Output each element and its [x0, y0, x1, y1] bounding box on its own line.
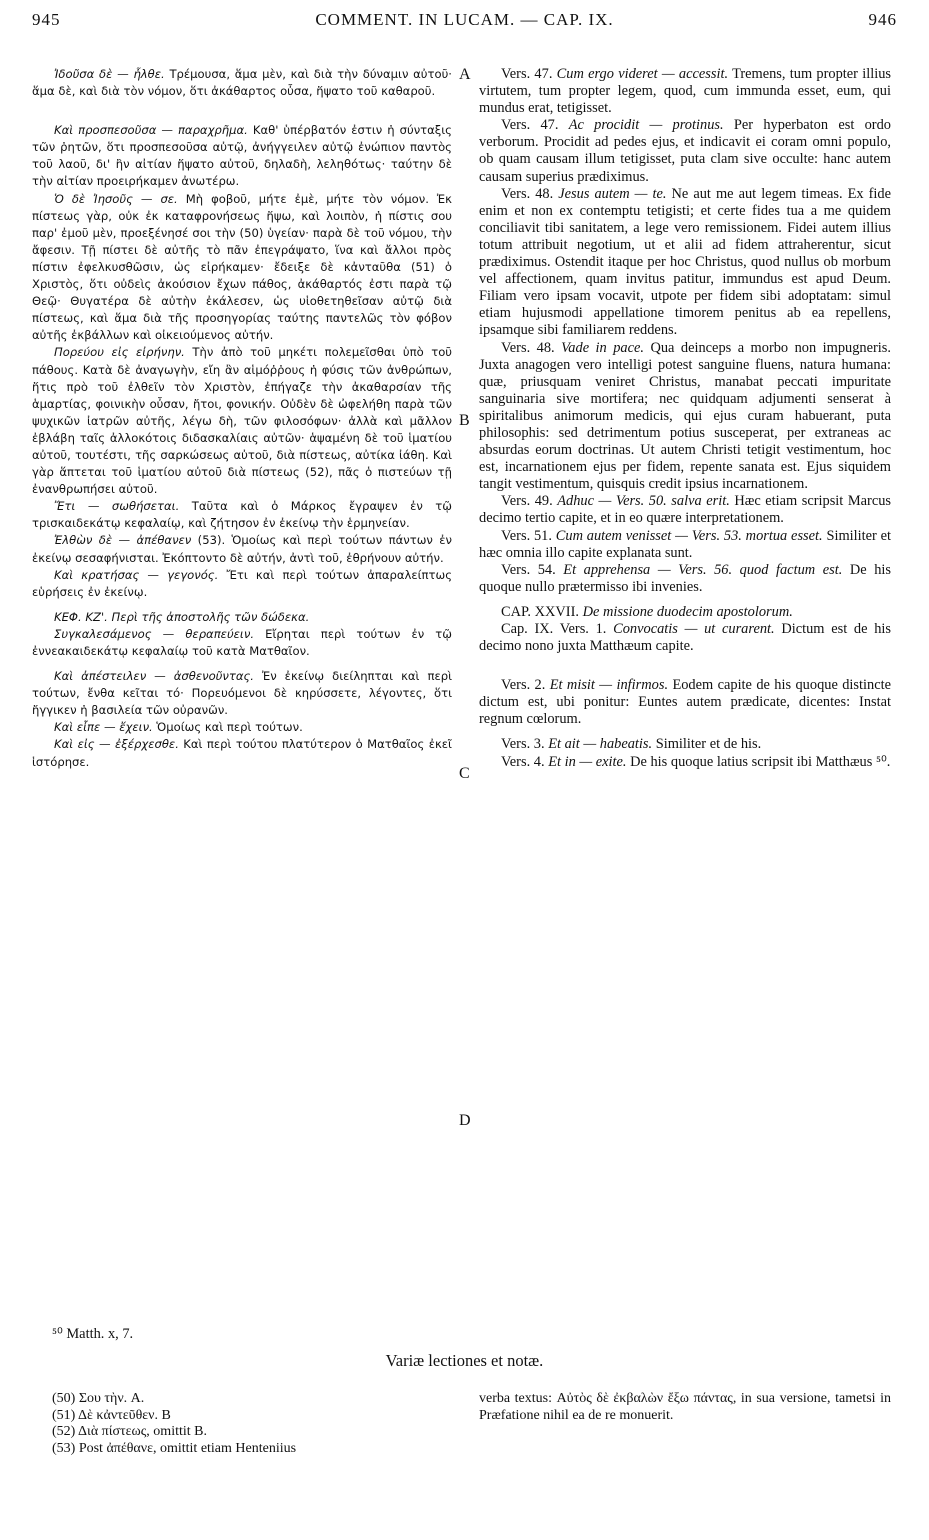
margin-marker-a: A — [459, 66, 471, 83]
lemma: Et ait — habeatis. — [548, 736, 653, 753]
verse-reference: Vers. 48. — [501, 339, 555, 356]
lemma: Vade in pace. — [561, 339, 644, 356]
variae-heading: Variæ lectiones et notæ. — [385, 1351, 544, 1370]
commentary-text: Eodem capite de his quoque distincte dictum est, ubi ponitur: Euntes autem prædicate, dicentes: Instat regnum cœlorum. — [479, 677, 891, 728]
latin-paragraph — [479, 677, 891, 728]
greek-paragraph — [32, 66, 452, 100]
lemma: Jesus autem — te. — [558, 185, 667, 202]
commentary-text: Ἐν ἐκείνῳ διείληπται καὶ περὶ τούτων, ἔνθα κεῖται τό· Πορευόμενοι δὲ κηρύσσετε, λέγοντες, ὅτι ἤγγικεν ἡ βασιλεία τῶν οὐρανῶν. — [32, 669, 452, 718]
greek-paragraph — [32, 567, 452, 601]
greek-paragraph — [32, 626, 452, 660]
lemma: Convocatis — ut curarent. — [613, 621, 775, 637]
lemma: Καὶ εἰς — ἐξέρχεσθε. — [54, 737, 179, 752]
margin-marker-b: B — [459, 412, 470, 429]
latin-paragraph — [479, 754, 891, 771]
running-title: COMMENT. IN LUCAM. — CAP. IX. — [315, 10, 614, 29]
latin-paragraph — [479, 186, 891, 340]
lemma: Et apprehensa — Vers. 56. quod factum est. — [563, 561, 843, 578]
footnote: ⁵⁰ Matth. x, 7. — [52, 1326, 134, 1342]
greek-paragraph — [32, 609, 452, 626]
page-number-right: 946 — [868, 10, 897, 29]
commentary-text: Per hyperbaton est ordo verborum. Procidit ad pedes ejus, et indicavit ei coram omni populo, ob quam causam illum tetigisset, puta clam sive occulte: hanc autem causam superius prædiximus. — [479, 117, 891, 185]
verse-reference: CAP. XXVII. — [501, 603, 579, 620]
latin-paragraph — [479, 66, 891, 117]
greek-paragraph — [32, 498, 452, 532]
commentary-text: Dictum est de his decimo nono juxta Matthæum capite. — [479, 621, 891, 655]
lemma: Ac procidit — protinus. — [568, 117, 724, 134]
commentary-text: Similiter et de his. — [652, 736, 762, 753]
commentary-text: Εἴρηται περὶ τούτων ἐν τῷ ἐννεακαιδεκάτῳ κεφαλαίῳ τοῦ κατὰ Ματθαῖον. — [32, 626, 452, 658]
commentary-text: Ne aut me aut legem timeas. Ex fide enim et non ex contemptu tetigisti; et certe fides tua a me quidem conciliavit tibi sanitatem, a lege vero remissionem. Fidei autem illius totum attribuit negotium, ut et alii ad fidem attraherentur, sicut prædiximus. Ostendit itaque per hoc Christus, quod nullus ob morbum vel affectionem, quam invitus patitur, immundus est apud Deum. Filiam vero ipsam vocavit, utpote per fidem sibi adoptatam: simul etiam hujusmodi appellatione timorem penitus ab ea repellens, ipsamque sibi familiarem reddens. — [479, 185, 891, 339]
lemma: Συγκαλεσάμενος — θεραπεύειν. — [54, 626, 254, 641]
lemma: Καὶ εἶπε — ἔχειν. — [54, 720, 153, 735]
lemma: Adhuc — Vers. 50. salva erit. — [557, 493, 730, 510]
commentary-text: Τὴν ἀπὸ τοῦ μηκέτι πολεμεῖσθαι ὑπὸ τοῦ πάθους. Κατὰ δὲ ἀναγωγὴν, εἴη ἂν αἱμόῤῥους ἡ φύσις τῶν ἀνθρώπων, ἥτις πρὸ τοῦ ἐλθεῖν τὸν Χριστὸν, ἐπήγαζε τὴν ἀκαθαρσίαν τῆς ἁμαρτίας, φοινικὴν οὖσαν, ἤτοι, φονικήν. Οὐδὲν δὲ ὠφελήθη παρὰ τῶν ψυχικῶν ἰατρῶν αὐτῆς, λέγω δὴ, τῶν φιλοσόφων· ἀλλὰ καὶ μᾶλλον ἐβλάβη ταῖς ἀλλοκότοις διδασκαλίαις αὐτῶν· ἁψαμένη δὲ τοῦ ἱματίου αὐτοῦ, τουτέστι, τῆς σαρκώσεως αὐτοῦ, διὰ πίστεως, αὐτίκα ἰάθη. Καὶ γὰρ ἅπτεται τοῦ ἱματίου αὐτοῦ διὰ πίστεως (52), πᾶς ὁ πιστεύων τῇ ἐνανθρωπήσει αὐτοῦ. — [32, 345, 452, 497]
lemma: Καὶ κρατήσας — γεγονός. — [54, 567, 219, 582]
commentary-text: Ὁμοίως καὶ περὶ τούτων. — [152, 720, 303, 735]
lemma: Ἐλθὼν δὲ — ἀπέθανεν — [54, 533, 192, 548]
variant-note: (50) Σου τὴν. A. — [52, 1391, 145, 1406]
margin-marker-c: C — [459, 765, 470, 782]
page-number-left: 945 — [32, 10, 61, 29]
commentary-text: De his quoque latius scripsit ibi Matthæus ⁵⁰. — [626, 753, 891, 770]
verse-reference: Vers. 4. — [501, 753, 545, 770]
variant-note: (51) Δὲ κἀντεῦθεν. B — [52, 1407, 171, 1423]
verse-reference: Vers. 47. — [501, 66, 553, 82]
lemma: Cum ergo videret — accessit. — [556, 66, 729, 82]
greek-column — [32, 66, 452, 771]
latin-paragraph — [479, 736, 891, 753]
commentary-text: Καθ' ὑπέρβατόν ἐστιν ἡ σύνταξις τῶν ῥητῶν, ὅτι προσπεσοῦσα αὐτῷ, ἀνήγγειλεν αὐτῷ ἐνώπιον παντὸς τοῦ λαοῦ, δι' ἣν αἰτίαν ἥψατο αὐτοῦ, δηλαδὴ, λεληθότως· ταύτην δὲ τὴν αἰτίαν προειρήκαμεν ἀνωτέρω. — [32, 123, 452, 189]
greek-paragraph — [32, 344, 452, 498]
lemma: Πορεύου εἰς εἰρήνην. — [54, 345, 185, 360]
verse-reference: Vers. 2. — [501, 677, 546, 694]
commentary-text: Qua deinceps a morbo non impugneris. Juxta anagogen vero intelligi potest sanguine fluens, natura humana: quæ, priusquam veniret Christus, manabat peccati impuritate sanguinaria sive mortifera; nec quidquam adjumenti senserat à spiritalibus animorum medicis, qui ejus curam habuerant, puta philosophis: sed detrimentum potius susceperat, per extraneas ac absurdas eorum doctrinas. Ut autem Christi tetigit vestimentum, hoc est, incarnationem ejus per fidem, repente sanata est. Ejus siquidem tangit vestimentum, quisquis credit ipsius incarnationem. — [479, 339, 891, 493]
latin-paragraph — [479, 604, 891, 621]
commentary-text: (53). Ὁμοίως καὶ περὶ τούτων πάντων ἐν ἐκείνῳ σεσαφήνισται. Ἐκόπτοντο δὲ αὐτήν, ἀντὶ τοῦ, ἐθρήνουν αὐτήν. — [32, 533, 452, 565]
verse-reference: Vers. 51. — [501, 527, 552, 544]
lemma: Καὶ προσπεσοῦσα — παραχρῆμα. — [54, 123, 248, 138]
verse-reference: Vers. 47. — [501, 117, 559, 134]
commentary-text: Καὶ περὶ τούτου πλατύτερον ὁ Ματθαῖος ἐκεῖ ἱστόρησε. — [32, 737, 452, 769]
latin-paragraph — [479, 528, 891, 562]
lemma: Ὁ δὲ Ἰησοῦς — σε. — [54, 191, 178, 206]
variant-note: (52) Διὰ πίστεως, omittit B. — [52, 1424, 207, 1439]
verse-reference: Cap. IX. Vers. 1. — [501, 621, 607, 637]
commentary-text: Ἔτι καὶ περὶ τούτων ἀπαραλείπτως εὑρήσεις ἐν ἐκείνῳ. — [32, 567, 452, 599]
greek-paragraph — [32, 191, 452, 345]
lemma: Ἔτι — σωθήσεται. — [54, 499, 180, 514]
greek-paragraph — [32, 122, 452, 190]
commentary-text: Μὴ φοβοῦ, μήτε ἐμὲ, μήτε τὸν νόμον. Ἐκ πίστεως γὰρ, οὐκ ἐκ καταφρονήσεως ἥψω, καὶ λοιπὸν, ἡ πίστις σου παρ' ἐμοῦ μὲν, προεξένησέ σοι τὴν (50) ὑγείαν· παρὰ δὲ τοῦ νόμου, τὴν ἄφεσιν. Τῇ πίστει δὲ αὐτῆς τὸ πᾶν ἐπεγράψατο, ἵνα καὶ ἄλλοι πρὸς πίστιν ἐφελκυσθῶσιν, ὡς εἰρήκαμεν· ἔδειξε δὲ κἀνταῦθα (51) ὁ Χριστὸς, ὅτι οὐδεὶς ἀκούσιον ἔχων πάθος, ἀκάθαρτός ἐστι παρὰ τῷ Θεῷ· Θυγατέρα δὲ αὐτὴν ἐκάλεσεν, ὡς υἱοθετηθεῖσαν αὐτῷ διὰ πίστεως, καὶ ἅμα διὰ τῆς προσηγορίας ταύτης παντελῶς τὸν φόβον αὐτῆς ἐκβάλλων καὶ οἰκειούμενος αὐτήν. — [32, 191, 452, 343]
variae-list — [52, 1391, 452, 1457]
commentary-text: Tremens, tum propter illius virtutem, tum propter legem, quod, cum immunda esset, eum, qui mundus erat, tetigisset. — [479, 66, 891, 117]
latin-paragraph — [479, 340, 891, 494]
latin-column — [479, 66, 891, 771]
commentary-text: Similiter et hæc omnia illo capite explanata sunt. — [479, 527, 892, 561]
lemma: De missione duodecim apostolorum. — [582, 603, 793, 620]
lemma: Ἰδοῦσα δὲ — ἦλθε. — [54, 67, 165, 81]
commentary-text: De his quoque nullo prætermisso ibi invenies. — [479, 561, 892, 595]
lemma: Cum autem venisset — Vers. 53. mortua esset. — [555, 527, 823, 544]
running-header — [30, 6, 899, 32]
lemma: Et misit — infirmos. — [549, 677, 669, 694]
greek-paragraph — [32, 736, 452, 770]
latin-paragraph — [479, 117, 891, 185]
verse-reference: Vers. 48. — [501, 185, 554, 202]
variae-continuation: verba textus: Αὐτὸς δὲ ἐκβαλὼν ἔξω πάντας, in sua versione, tametsi in Præfatione nihil ea de re monuerit. — [479, 1391, 891, 1423]
commentary-text: Hæc etiam scripsit Marcus decimo tertio capite, et in eo quære interpretationem. — [479, 493, 891, 527]
variant-note: (53) Post ἀπέθανε, omittit etiam Henteniius — [52, 1440, 297, 1456]
greek-paragraph — [32, 668, 452, 719]
lemma: Καὶ ἀπέστειλεν — ἀσθενοῦντας. — [54, 669, 254, 684]
lemma: ΚΕΦ. ΚΖ'. Περὶ τῆς ἀποστολῆς τῶν δώδεκα. — [54, 609, 310, 624]
verse-reference: Vers. 54. — [501, 561, 556, 578]
margin-marker-d: D — [459, 1112, 471, 1129]
verse-reference: Vers. 49. — [501, 493, 553, 510]
commentary-text: Τρέμουσα, ἅμα μὲν, καὶ διὰ τὴν δύναμιν αὐτοῦ· ἅμα δὲ, καὶ διὰ τὸν νόμον, ὅτι ἀκάθαρτος οὖσα, ἥψατο τοῦ καθαροῦ. — [32, 67, 452, 99]
greek-paragraph — [32, 719, 452, 736]
greek-paragraph — [32, 532, 452, 566]
latin-paragraph — [479, 562, 891, 596]
lemma: Et in — exite. — [548, 753, 627, 770]
verse-reference: Vers. 3. — [501, 736, 545, 753]
latin-paragraph — [479, 621, 891, 655]
latin-paragraph — [479, 493, 891, 527]
commentary-text: Ταῦτα καὶ ὁ Μάρκος ἔγραψεν ἐν τῷ τρισκαιδεκάτῳ κεφαλαίῳ, καὶ ζήτησον ἐν ἐκείνῳ τὴν ἑρμηνείαν. — [32, 499, 452, 531]
